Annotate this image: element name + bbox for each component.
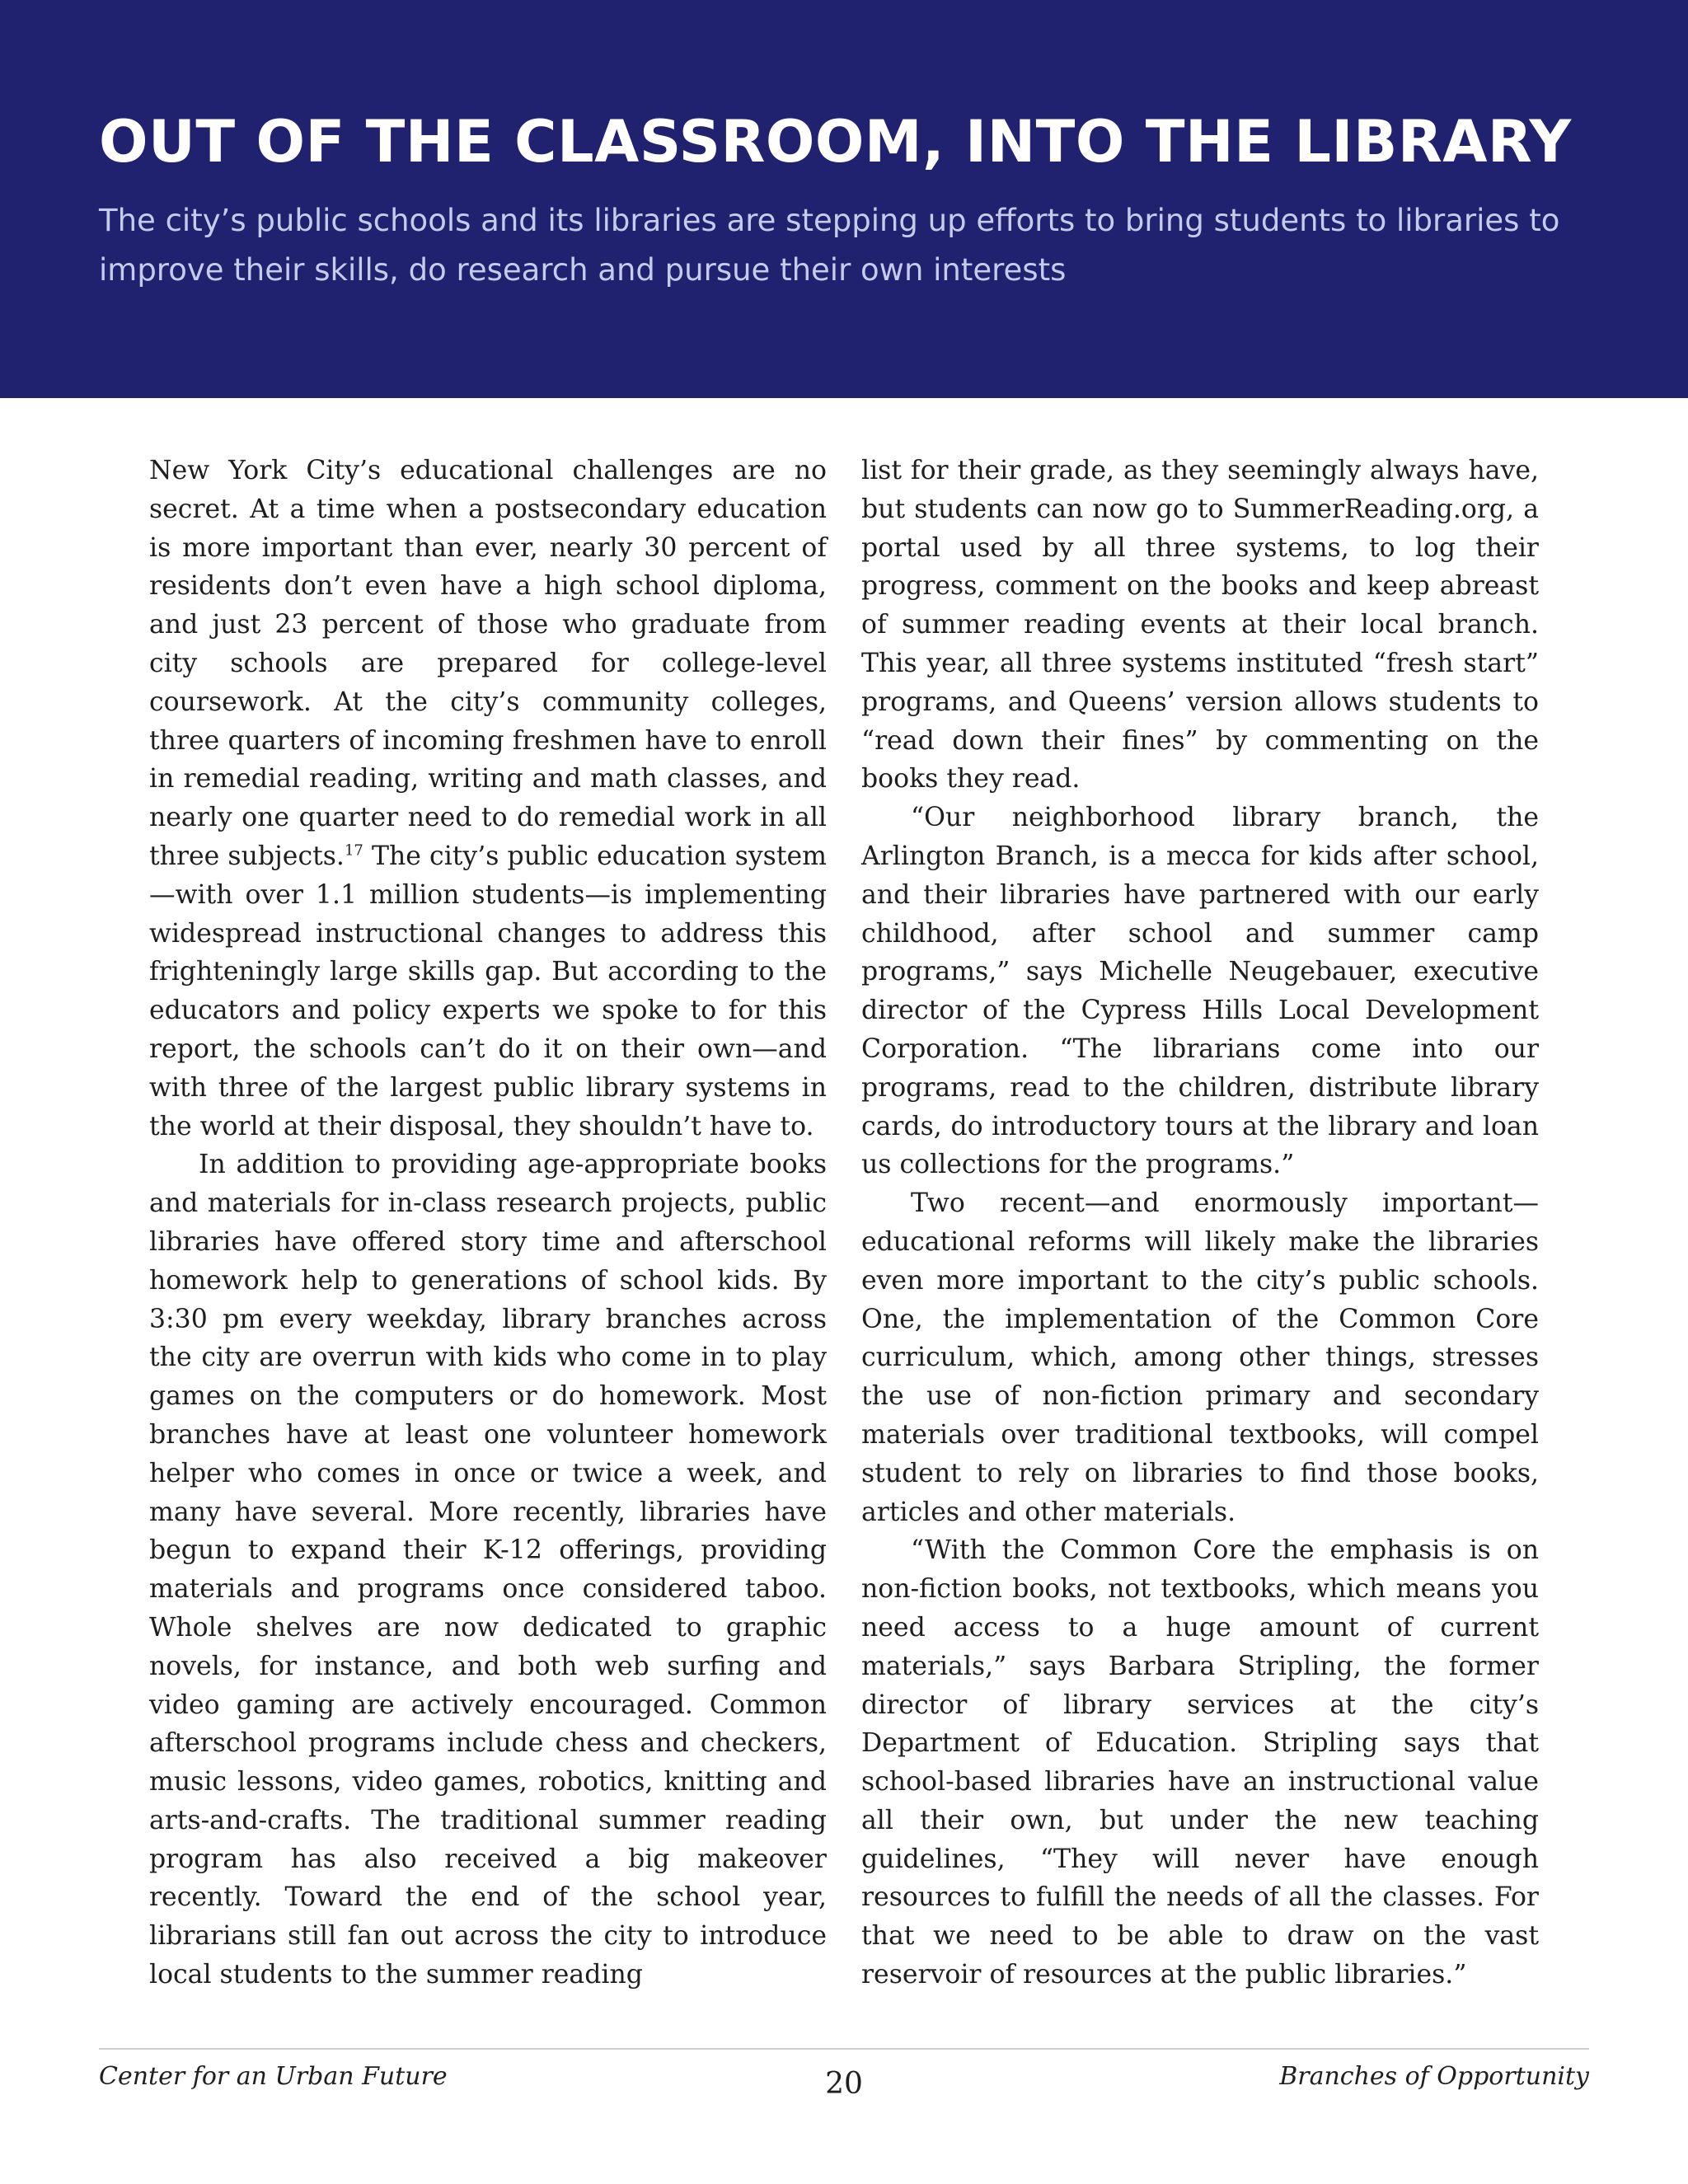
article-paragraph: Two recent—and enormously important—educational reforms will likely make the libraries even more important to the city’s public schools. One, the implementation of the Common Core curriculum, which, among other things, stresses the use of non-fiction primary and secondary materials over traditional textbooks, will compel student to rely on libraries to find those books, articles and other materials. <box>861 1188 1539 1527</box>
article-column-right <box>861 452 1539 1994</box>
article-paragraph: In addition to providing age-appropriate books and materials for in-class research projects, public libraries have offered story time and afterschool homework help to generations of school kids. By 3:30 pm every weekday, library branches across the city are overrun with kids who come in to play games on the computers or do homework. Most branches have at least one volunteer homework helper who comes in once or twice a week, and many have several. More recently, libraries have begun to expand their K-12 offerings, providing materials and programs once considered taboo. Whole shelves are now dedicated to graphic novels, for instance, and both web surfing and video gaming are actively encouraged. Common afterschool programs include chess and checkers, music lessons, video games, robotics, knitting and arts-and-crafts. The traditional summer reading program has also received a big makeover recently. Toward the end of the school year, librarians still fan out across the city to introduce local students to the summer reading <box>149 1150 827 1990</box>
page-title: OUT OF THE CLASSROOM, INTO THE LIBRARY <box>99 108 1572 176</box>
footer-publisher: Center for an Urban Future <box>99 2062 448 2091</box>
paragraph-text: The city’s public education system—with over 1.1 million students—is implementing widespread instructional changes to address this frighteningly large skills gap. But according to the educators and policy experts we spoke to for this report, the schools can’t do it on their own—and with three of the largest public library systems in the world at their disposal, they shouldn’t have to. <box>149 841 827 1141</box>
footer-divider <box>99 2048 1589 2050</box>
article-paragraph: “With the Common Core the emphasis is on non-fiction books, not textbooks, which means you need access to a huge amount of current materials,” says Barbara Stripling, the former director of library services at the city’s Department of Education. Stripling says that school-based libraries have an instructional value all their own, but under the new teaching guidelines, “They will never have enough resources to fulfill the needs of all the classes. For that we need to be able to draw on the vast reservoir of resources at the public libraries.” <box>861 1535 1539 1990</box>
article-paragraph: “Our neighborhood library branch, the Arlington Branch, is a mecca for kids after school, and their libraries have partnered with our early childhood, after school and summer camp programs,” says Michelle Neugebauer, executive director of the Cypress Hills Local Development Corporation. “The librarians come into our programs, read to the children, distribute library cards, do introductory tours at the library and loan us collections for the programs.” <box>861 803 1539 1180</box>
article-column-left <box>149 452 827 1994</box>
header-banner <box>0 0 1688 398</box>
footer-report-title: Branches of Opportunity <box>1279 2062 1589 2091</box>
footnote-marker: 17 <box>344 841 363 860</box>
article-paragraph <box>149 452 827 1146</box>
article-paragraph: list for their grade, as they seemingly always have, but students can now go to SummerReading.org, a portal used by all three systems, to log their progress, comment on the books and keep abreast of summer reading events at their local branch. This year, all three systems instituted “fresh start” programs, and Queens’ version allows students to “read down their fines” by commenting on the books they read. <box>861 456 1539 794</box>
page-subtitle: The city’s public schools and its libraries are stepping up efforts to bring students to libraries to improve their skills, do research and pursue their own interests <box>99 203 1560 288</box>
page-number: 20 <box>825 2067 863 2101</box>
paragraph-text: New York City’s educational challenges are no secret. At a time when a postsecondary education is more important than ever, nearly 30 percent of residents don’t even have a high school diploma, and just 23 percent of those who graduate from city schools are prepared for college-level coursework. At the city’s community colleges, three quarters of incoming freshmen have to enroll in remedial reading, writing and math classes, and nearly one quarter need to do remedial work in all three subjects. <box>149 456 827 871</box>
